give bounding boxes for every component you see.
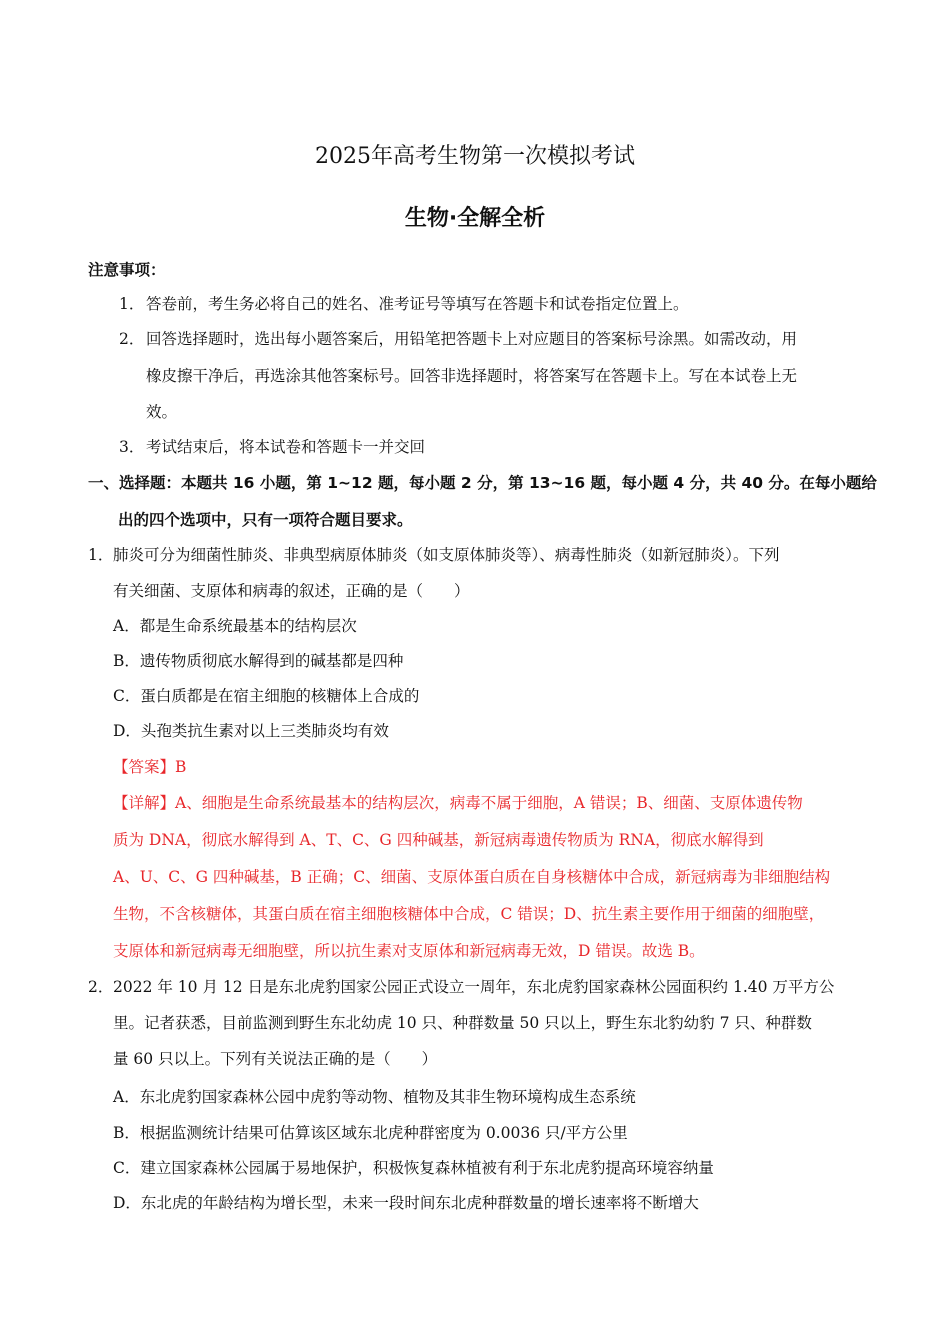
- question-stem: 里。记者获悉，目前监测到野生东北幼虎 10 只、种群数量 50 只以上，野生东北豹幼豹 7 只、种群数: [113, 1014, 812, 1032]
- question-option: B．根据监测统计结果可估算该区域东北虎种群密度为 0.0036 只/平方公里: [113, 1124, 628, 1142]
- page-subtitle: 生物·全解全析: [404, 206, 546, 231]
- analysis-line: 支原体和新冠病毒无细胞壁，所以抗生素对支原体和新冠病毒无效，D 错误。故选 B。: [113, 942, 705, 960]
- question-number: 1．: [88, 546, 114, 564]
- section-heading: 一、选择题：本题共 16 小题，第 1~12 题，每小题 2 分，第 13~16 题，每小题 4 分，共 40 分。在每小题给: [88, 474, 877, 492]
- question-option: D．东北虎的年龄结构为增长型，未来一段时间东北虎种群数量的增长速率将不断增大: [113, 1194, 699, 1212]
- question-option: C．蛋白质都是在宿主细胞的核糖体上合成的: [113, 687, 420, 705]
- analysis-line: 生物，不含核糖体，其蛋白质在宿主细胞核糖体中合成，C 错误；D、抗生素主要作用于细菌的细胞壁，: [113, 905, 825, 923]
- question-option: B．遗传物质彻底水解得到的碱基都是四种: [113, 652, 404, 670]
- question-stem: 肺炎可分为细菌性肺炎、非典型病原体肺炎（如支原体肺炎等）、病毒性肺炎（如新冠肺炎）。下列: [113, 546, 780, 564]
- question-option: A．东北虎豹国家森林公园中虎豹等动物、植物及其非生物环境构成生态系统: [113, 1088, 636, 1106]
- question-stem: 量 60 只以上。下列有关说法正确的是（ ）: [113, 1050, 438, 1068]
- notice-item-number: 3．: [119, 438, 145, 456]
- notice-item-number: 1．: [119, 295, 145, 313]
- question-option: D．头孢类抗生素对以上三类肺炎均有效: [113, 722, 389, 740]
- notice-heading: 注意事项：: [88, 261, 166, 279]
- notice-item-text: 效。: [146, 403, 178, 421]
- analysis-line: 质为 DNA，彻底水解得到 A、T、C、G 四种碱基，新冠病毒遗传物质为 RNA，彻底水解得到: [113, 831, 764, 849]
- notice-item-text: 回答选择题时，选出每小题答案后，用铅笔把答题卡上对应题目的答案标号涂黑。如需改动，用: [146, 330, 798, 348]
- question-option: A．都是生命系统最基本的结构层次: [113, 617, 357, 635]
- answer-line: 【答案】B: [113, 758, 187, 776]
- notice-item-text: 考试结束后，将本试卷和答题卡一并交回: [146, 438, 426, 456]
- notice-item-text: 橡皮擦干净后，再选涂其他答案标号。回答非选择题时，将答案写在答题卡上。写在本试卷上无: [146, 367, 798, 385]
- question-option: C．建立国家森林公园属于易地保护，积极恢复森林植被有利于东北虎豹提高环境容纳量: [113, 1159, 714, 1177]
- question-stem: 2022 年 10 月 12 日是东北虎豹国家公园正式设立一周年，东北虎豹国家森林公园面积约 1.40 万平方公: [113, 978, 835, 996]
- analysis-line: A、U、C、G 四种碱基，B 正确；C、细菌、支原体蛋白质在自身核糖体中合成，新冠病毒为非细胞结构: [113, 868, 831, 886]
- question-number: 2．: [88, 978, 114, 996]
- page-title: 2025年高考生物第一次模拟考试: [315, 144, 635, 169]
- section-heading: 出的四个选项中，只有一项符合题目要求。: [118, 511, 413, 529]
- notice-item-text: 答卷前，考生务必将自己的姓名、准考证号等填写在答题卡和试卷指定位置上。: [146, 295, 689, 313]
- question-stem: 有关细菌、支原体和病毒的叙述，正确的是（ ）: [113, 582, 470, 600]
- analysis-line: 【详解】A、细胞是生命系统最基本的结构层次，病毒不属于细胞，A 错误；B、细菌、支原体遗传物: [113, 794, 803, 812]
- notice-item-number: 2．: [119, 330, 145, 348]
